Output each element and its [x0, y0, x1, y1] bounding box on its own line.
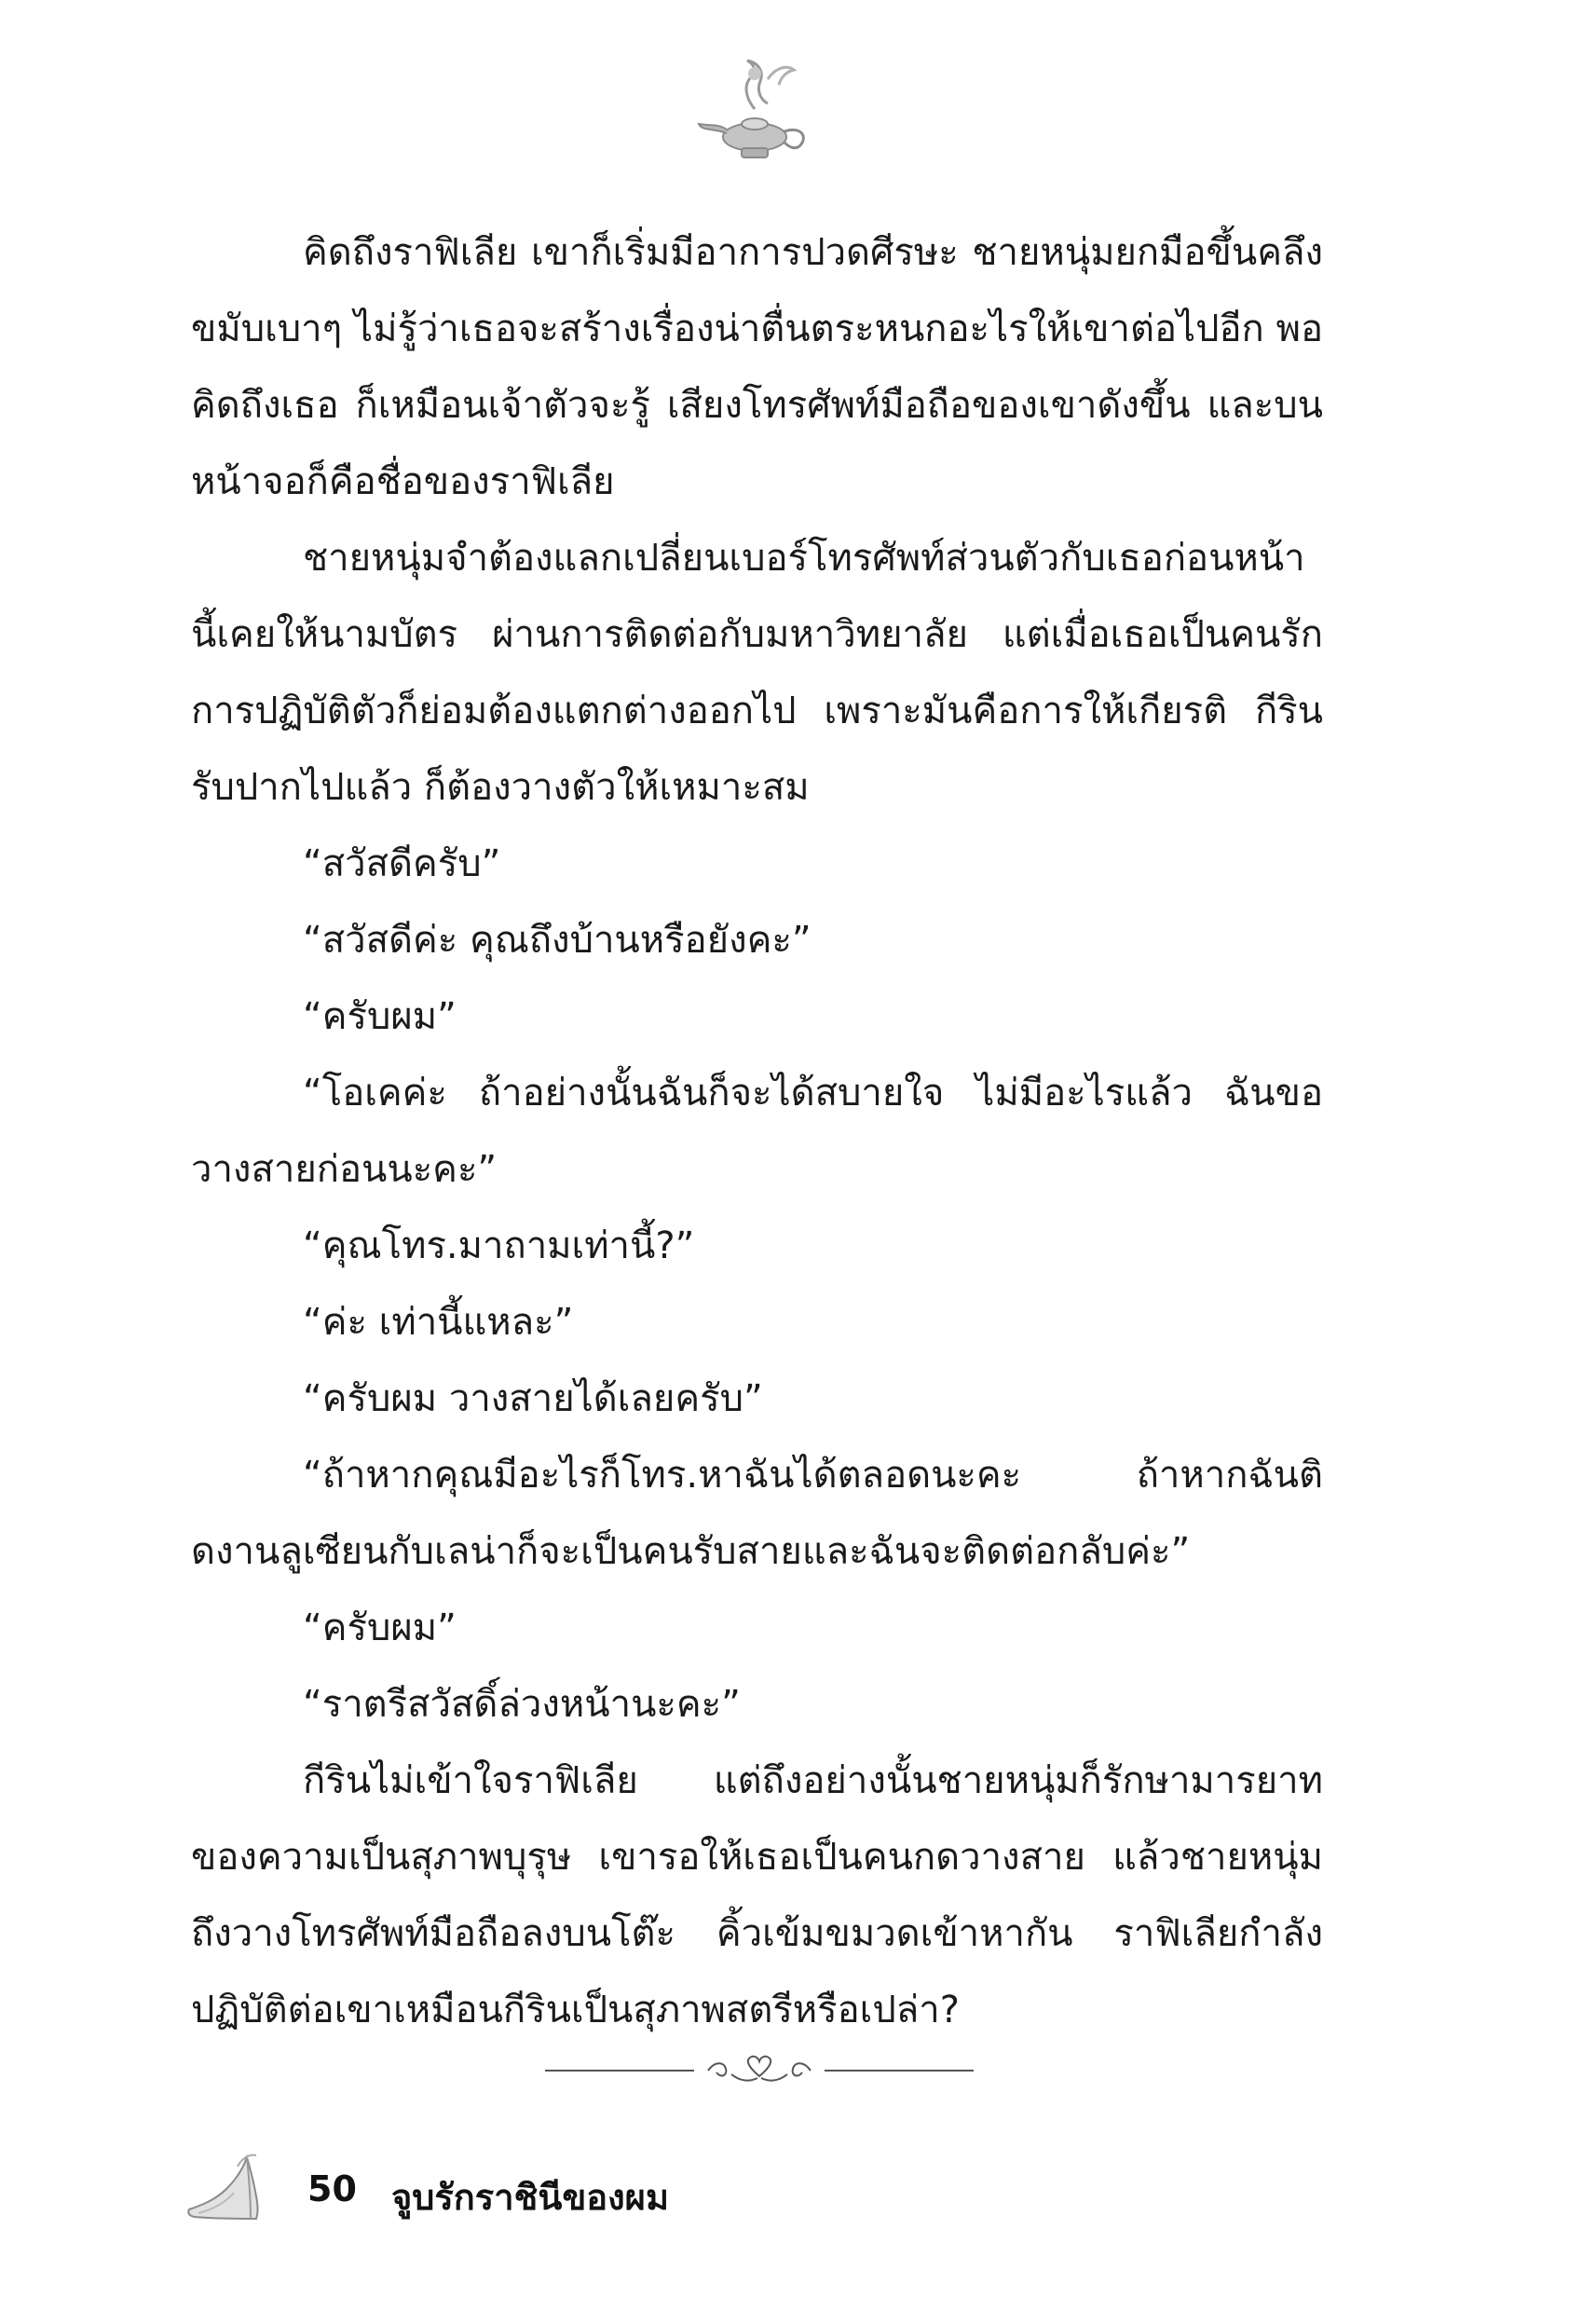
body-text	[191, 214, 1323, 2048]
paragraph: “สวัสดีครับ”	[303, 842, 501, 885]
paragraph: “ครับผม”	[303, 1607, 457, 1649]
book-title: จูบรักราชินีของผม	[391, 2177, 669, 2218]
paragraph: กีรินไม่เข้าใจราฟิเลีย แต่ถึงอย่างนั้นชายหนุ่มก็รักษามารยาทของความเป็นสุภาพบุรุษ เขารอให้เธอเป็นคนกดวางสาย แล้วชายหนุ่มถึงวางโทรศัพท์มือถือลงบนโต๊ะ คิ้วเข้มขมวดเข้าหากัน ราฟิเลียกำลังปฏิบัติต่อเขาเหมือนกีรินเป็นสุภาพสตรีหรือเปล่า?	[191, 1759, 1323, 2031]
page-number: 50	[307, 2168, 357, 2209]
paragraph: “โอเคค่ะ ถ้าอย่างนั้นฉันก็จะได้สบายใจ ไม่มีอะไรแล้ว ฉันขอวางสายก่อนนะคะ”	[191, 1072, 1323, 1191]
genie-lamp-icon	[689, 51, 820, 172]
paragraph: “สวัสดีค่ะ คุณถึงบ้านหรือยังคะ”	[303, 919, 812, 962]
paragraph: “ราตรีสวัสดิ์ล่วงหน้านะคะ”	[303, 1683, 741, 1726]
paragraph: ชายหนุ่มจำต้องแลกเปลี่ยนเบอร์โทรศัพท์ส่วนตัวกับเธอก่อนหน้านี้เคยให้นามบัตร ผ่านการติดต่อกับมหาวิทยาลัย แต่เมื่อเธอเป็นคนรัก การปฏิบัติตัวก็ย่อมต้องแตกต่างออกไป เพราะมันคือการให้เกียรติ กีรินรับปากไปแล้ว ก็ต้องวางตัวให้เหมาะสม	[191, 537, 1323, 809]
paragraph: “ค่ะ เท่านี้แหละ”	[303, 1301, 574, 1344]
paragraph: “ถ้าหากคุณมีอะไรก็โทร.หาฉันได้ตลอดนะคะ ถ้าหากฉันติดงานลูเซียนกับเลน่าก็จะเป็นคนรับสายและฉันจะติดต่อกลับค่ะ”	[191, 1454, 1323, 1573]
paragraph: “คุณโทร.มาถามเท่านี้?”	[303, 1224, 695, 1267]
paragraph: คิดถึงราฟิเลีย เขาก็เริ่มมีอาการปวดศีรษะ ชายหนุ่มยกมือขึ้นคลึงขมับเบาๆ ไม่รู้ว่าเธอจะสร้างเรื่องน่าตื่นตระหนกอะไรให้เขาต่อไปอีก พอคิดถึงเธอ ก็เหมือนเจ้าตัวจะรู้ เสียงโทรศัพท์มือถือของเขาดังขึ้น และบนหน้าจอก็คือชื่อของราฟิเลีย	[191, 231, 1323, 503]
page-footer	[182, 2148, 834, 2232]
paragraph: “ครับผม”	[303, 995, 457, 1038]
paragraph: “ครับผม วางสายได้เลยครับ”	[303, 1377, 763, 1420]
glass-slipper-icon	[182, 2148, 270, 2227]
heart-flourish-divider-icon	[545, 2048, 974, 2089]
